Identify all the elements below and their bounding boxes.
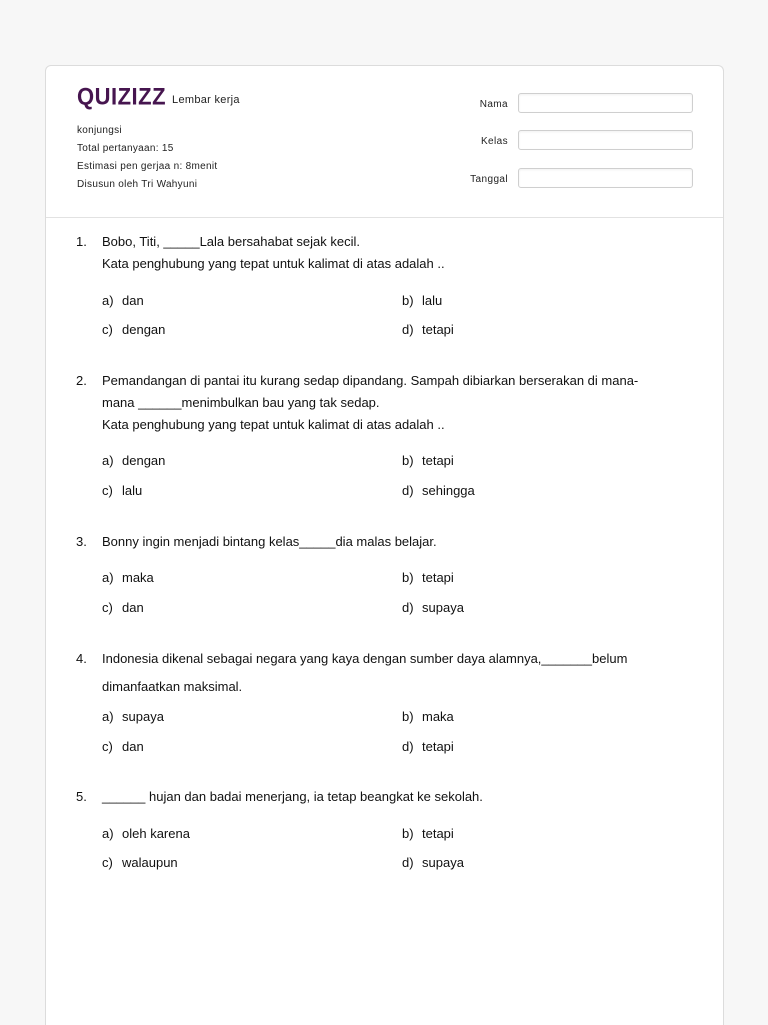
question-text: mana ______menimbulkan bau yang tak sedap. (102, 395, 380, 410)
option-d[interactable]: d) tetapi (402, 322, 454, 337)
question-number: 4. (76, 651, 87, 666)
quizizz-logo: QUIZIZZ (77, 82, 167, 111)
option-a[interactable]: a) oleh karena (102, 826, 190, 841)
option-a[interactable]: a) supaya (102, 709, 164, 724)
option-a[interactable]: a) maka (102, 570, 154, 585)
total-questions: Total pertanyaan: 15 (77, 143, 174, 154)
worksheet-header (46, 66, 723, 218)
question-text: dimanfaatkan maksimal. (102, 679, 243, 694)
question-number: 1. (76, 234, 87, 249)
date-field[interactable] (518, 168, 693, 188)
option-d[interactable]: d) supaya (402, 600, 464, 615)
option-a[interactable]: a) dan (102, 293, 144, 308)
name-field[interactable] (518, 93, 693, 113)
class-label: Kelas (480, 136, 508, 147)
option-b[interactable]: b) maka (402, 709, 454, 724)
option-c[interactable]: c) dengan (102, 322, 166, 337)
question-number: 2. (76, 373, 87, 388)
question-text: Indonesia dikenal sebagai negara yang kaya dengan sumber daya alamnya,_______belum (102, 651, 628, 666)
option-d[interactable]: d) sehingga (402, 483, 475, 498)
name-label: Nama (479, 99, 508, 110)
option-b[interactable]: b) lalu (402, 293, 443, 308)
option-b[interactable]: b) tetapi (402, 826, 454, 841)
option-c[interactable]: c) dan (102, 739, 144, 754)
question-number: 3. (76, 534, 87, 549)
question-text: Kata penghubung yang tepat untuk kalimat di atas adalah .. (102, 417, 445, 432)
option-c[interactable]: c) walaupun (102, 855, 178, 870)
option-c[interactable]: c) lalu (102, 483, 143, 498)
date-label: Tanggal (470, 174, 508, 185)
brand (77, 82, 240, 111)
option-d[interactable]: d) supaya (402, 855, 464, 870)
option-a[interactable]: a) dengan (102, 453, 166, 468)
option-b[interactable]: b) tetapi (402, 570, 454, 585)
question-text: Bonny ingin menjadi bintang kelas_____dia malas belajar. (102, 534, 437, 549)
topic-title: konjungsi (77, 125, 122, 136)
option-d[interactable]: d) tetapi (402, 739, 454, 754)
question-text: Pemandangan di pantai itu kurang sedap dipandang. Sampah dibiarkan berserakan di mana- (102, 373, 639, 388)
question-text: ______ hujan dan badai menerjang, ia tetap beangkat ke sekolah. (102, 789, 483, 804)
author: Disusun oleh Tri Wahyuni (77, 179, 198, 190)
class-field[interactable] (518, 130, 693, 150)
time-estimate: Estimasi pen gerjaa n: 8menit (77, 161, 218, 172)
worksheet-page (45, 65, 724, 1025)
option-b[interactable]: b) tetapi (402, 453, 454, 468)
sheet-type: Lembar kerja (172, 94, 240, 106)
question-number: 5. (76, 789, 87, 804)
option-c[interactable]: c) dan (102, 600, 144, 615)
question-text: Bobo, Titi, _____Lala bersahabat sejak kecil. (102, 234, 361, 249)
question-text: Kata penghubung yang tepat untuk kalimat di atas adalah .. (102, 256, 445, 271)
